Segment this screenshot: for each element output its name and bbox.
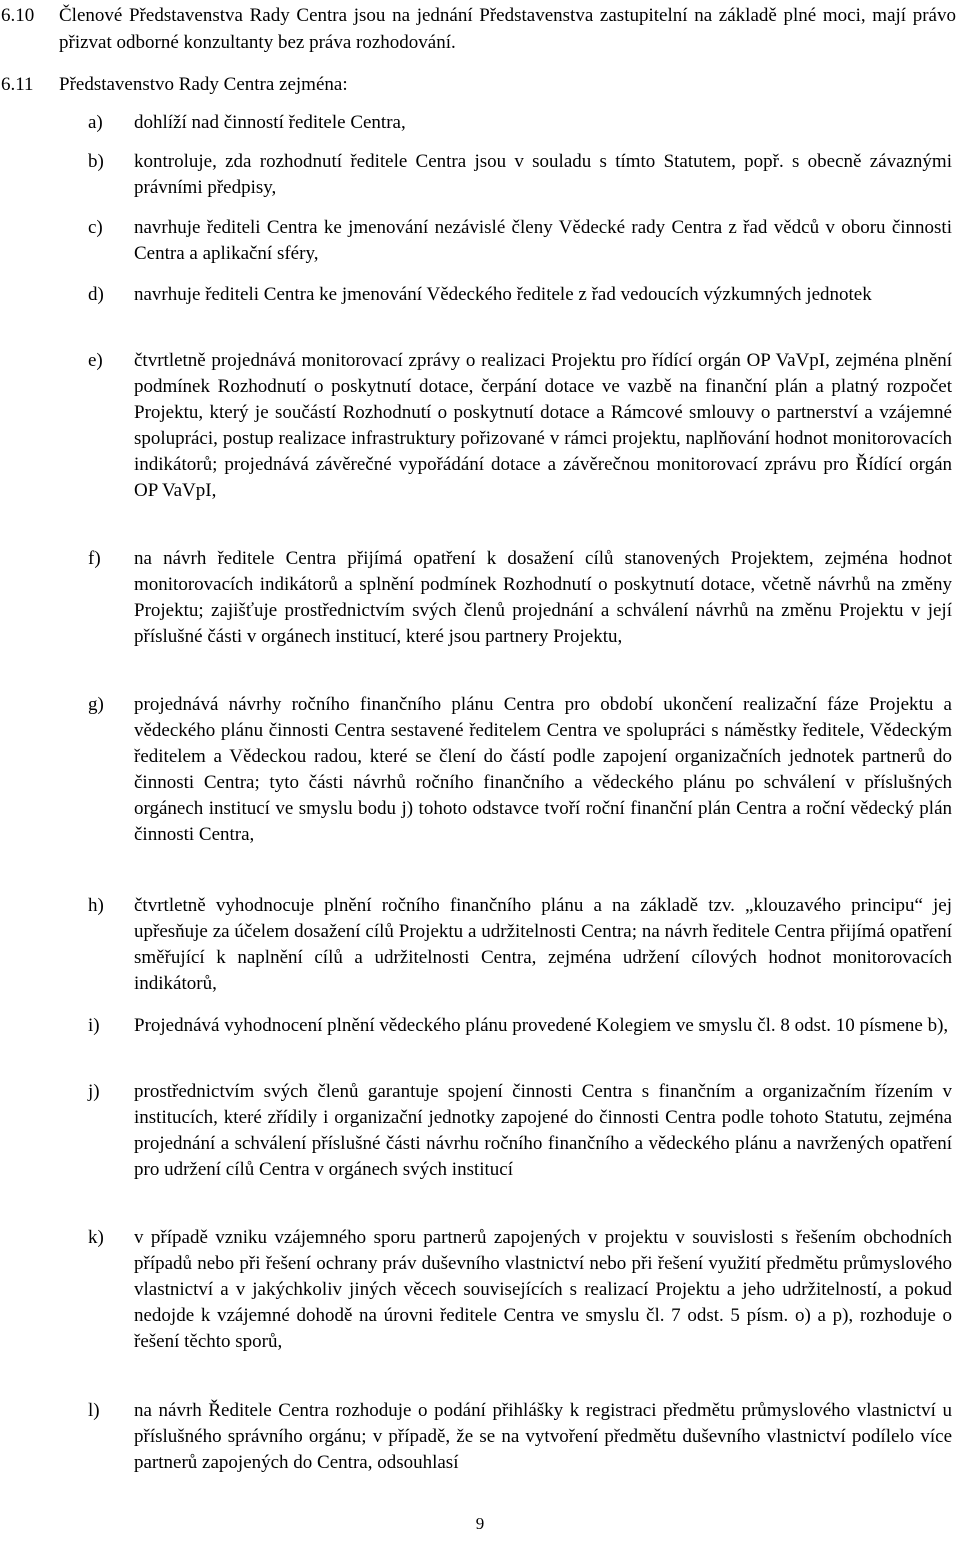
list-item-d [88, 282, 956, 308]
list-item-text: navrhuje řediteli Centra ke jmenování nezávislé členy Vědecké rady Centra z řad vědců v oboru činnosti Centra a aplikační sféry, [134, 217, 952, 264]
list-item-text: čtvrtletně vyhodnocuje plnění ročního finančního plánu a na základě tzv. „klouzavého principu“ jej upřesňuje za účelem dosažení cílů Projektu a udržitelnosti Centra; na návrh ředitele Centra přijímá opatření směřující k naplnění cílů a udržitelnosti Centra, zejména udržení cílových hodnot monitorovacích indikátorů, [134, 895, 952, 994]
list-item-a [88, 110, 956, 136]
list-item-label: d) [88, 284, 104, 305]
list-item-text: navrhuje řediteli Centra ke jmenování Vědeckého ředitele z řad vedoucích výzkumných jednotek [134, 284, 872, 305]
list-item-c [88, 215, 956, 267]
list-item-label: h) [88, 895, 104, 916]
list-item-label: e) [88, 350, 103, 371]
section-text: Představenstvo Rady Centra zejména: [59, 74, 348, 95]
page-number: 9 [475, 1514, 485, 1533]
section-text: Členové Představenstva Rady Centra jsou na jednání Představenstva zastupitelní na základě plné moci, mají právo přizvat odborné konzultanty bez práva rozhodování. [59, 5, 956, 53]
list-item-k [88, 1225, 956, 1355]
list-item-b [88, 149, 956, 201]
section-6-11 [0, 71, 960, 98]
list-item-text: prostřednictvím svých členů garantuje spojení činnosti Centra s finančním a organizačním řízením v institucích, které zřídily i organizační jednotky zapojené do činnosti Centra podle tohoto Statutu, zejména projednání a schválení příslušné části návrhu ročního finančního a vědeckého plánu a navržených opatření pro udržení cílů Centra v orgánech svých institucí [134, 1081, 952, 1180]
list-item-text: na návrh ředitele Centra přijímá opatření k dosažení cílů stanovených Projektem, zejména hodnot monitorovacích indikátorů a splnění podmínek Rozhodnutí o poskytnutí dotace, včetně návrhů na změny Projektu; zajišťuje prostřednictvím svých členů projednání a schválení návrhů na změnu Projektu v její příslušné části v orgánech institucí, které jsou partnery Projektu, [134, 548, 952, 647]
list-item-l [88, 1398, 956, 1476]
list-item-f [88, 546, 956, 650]
list-item-text: v případě vzniku vzájemného sporu partnerů zapojených v projektu v souvislosti s řešením obchodních případů nebo při řešení ochrany práv duševního vlastnictví nebo při řešení využití předmětu průmyslového vlastnictví a v jakýchkoliv jiných věcech souvisejících s realizací Projektu a jeho udržitelností, a pokud nedojde k vzájemné dohodě na úrovni ředitele Centra ve smyslu čl. 7 odst. 5 písm. o) a p), rozhoduje o řešení těchto sporů, [134, 1227, 952, 1352]
list-item-text: Projednává vyhodnocení plnění vědeckého plánu provedené Kolegiem ve smyslu čl. 8 odst. 10 písmene b), [134, 1015, 949, 1036]
list-item-h [88, 893, 956, 997]
list-item-label: i) [88, 1015, 100, 1036]
list-item-e [88, 348, 956, 504]
section-6-10 [0, 2, 960, 56]
list-item-label: f) [88, 548, 101, 569]
list-item-text: na návrh Ředitele Centra rozhoduje o podání přihlášky k registraci předmětu průmyslového vlastnictví u příslušného správního orgánu; v případě, že se na vytvoření předmětu duševního vlastnictví podílelo více partnerů zapojených do Centra, odsouhlasí [134, 1400, 952, 1473]
list-item-label: c) [88, 217, 103, 238]
section-number: 6.10 [1, 5, 35, 26]
list-item-label: a) [88, 112, 103, 133]
list-item-j [88, 1079, 956, 1183]
list-item-label: k) [88, 1227, 104, 1248]
list-item-text: dohlíží nad činností ředitele Centra, [134, 112, 406, 133]
section-number: 6.11 [1, 74, 34, 95]
list-item-text: kontroluje, zda rozhodnutí ředitele Centra jsou v souladu s tímto Statutem, popř. s obecně závaznými právními předpisy, [134, 151, 952, 198]
list-item-label: g) [88, 694, 104, 715]
list-item-text: projednává návrhy ročního finančního plánu Centra pro období ukončení realizační fáze Projektu a vědeckého plánu činnosti Centra sestavené ředitelem Centra ve spolupráci s náměstky ředitele, Vědeckým ředitelem a Vědeckou radou, které se člení do částí podle zapojení organizačních jednotek partnerů do činnosti Centra; tyto části návrhů ročního finančního a vědeckého plánu po schválení v příslušných orgánech institucí ve smyslu bodu j) tohoto odstavce tvoří roční finanční plán Centra a roční vědecký plán činnosti Centra, [134, 694, 952, 845]
list-item-g [88, 692, 956, 848]
list-item-label: j) [88, 1081, 100, 1102]
list-item-label: b) [88, 151, 104, 172]
list-item-text: čtvrtletně projednává monitorovací zprávy o realizaci Projektu pro řídící orgán OP VaVpI, zejména plnění podmínek Rozhodnutí o poskytnutí dotace, čerpání dotace ve vazbě na finanční plán a platný rozpočet Projektu, který je součástí Rozhodnutí o poskytnutí dotace a Rámcové smlouvy o partnerství a vzájemné spolupráci, postup realizace infrastruktury pořizované v rámci projektu, naplňování hodnot monitorovacích indikátorů; projednává závěrečné vypořádání dotace a závěrečnou monitorovací zprávu pro Řídící orgán OP VaVpI, [134, 350, 952, 501]
list-item-label: l) [88, 1400, 100, 1421]
list-item-i [88, 1013, 956, 1039]
